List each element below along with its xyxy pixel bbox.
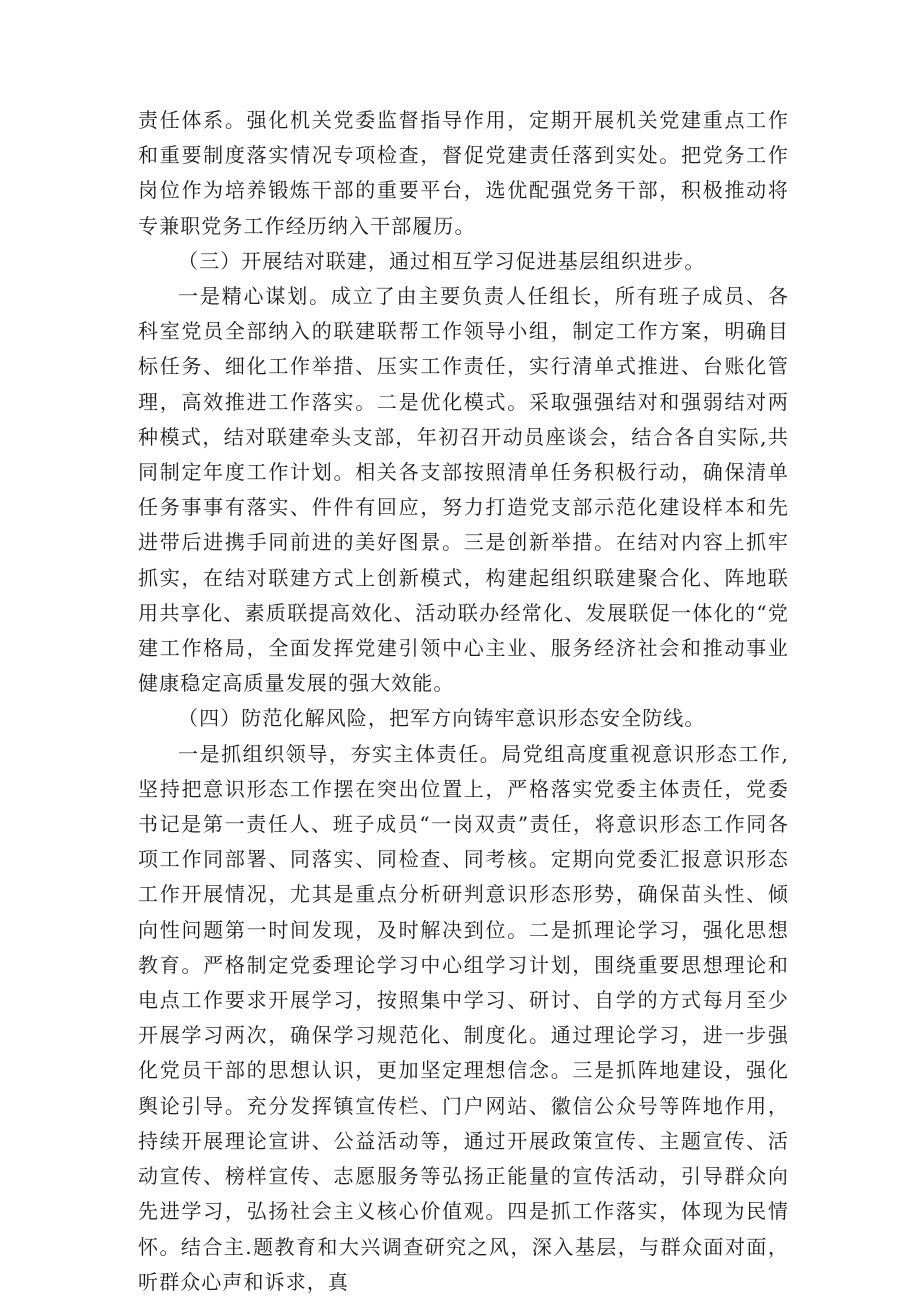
document-body: [138, 103, 789, 1300]
paragraph-ideology-security: 一是抓组织领导，夯实主体责任。局党组高度重视意识形态工作,坚持把意识形态工作摆在突出位置上，严格落实党委主体责任，党委书记是第一责任人、班子成员“一岗双责”责任，将意识形态工作同各项工作同部署、同落实、同检查、同考核。定期向党委汇报意识形态工作开展情况，尤其是重点分析研判意识形态形势，确保苗头性、倾向性问题第一时间发现，及时解决到位。二是抓理论学习，强化思想教育。严格制定党委理论学习中心组学习计划，围绕重要思想理论和电点工作要求开展学习，按照集中学习、研讨、自学的方式每月至少开展学习两次，确保学习规范化、制度化。通过理论学习，进一步强化党员干部的思想认识，更加坚定理想信念。三是抓阵地建设，强化舆论引导。充分发挥镇宣传栏、门户网站、徽信公众号等阵地作用，持续开展理论宣讲、公益活动等，通过开展政策宣传、主题宣传、活动宣传、榜样宣传、志愿服务等弘扬正能量的宣传活动，引导群众向先进学习，弘扬社会主义核心价值观。四是抓工作落实，体现为民情怀。结合主.题教育和大兴调查研究之风，深入基层，与群众面对面，听群众心声和诉求，真: [138, 741, 789, 1294]
paragraph-pairing-construction: 一是精心谋划。成立了由主要负责人任组长，所有班子成员、各科室党员全部纳入的联建联帮工作领导小组，制定工作方案，明确目标任务、细化工作举措、压实工作责任，实行清单式推进、台账化管理，高效推进工作落实。二是优化模式。采取强强结对和强弱结对两种模式，结对联建牵头支部，年初召开动员座谈会，结合各自实际,共同制定年度工作计划。相关各支部按照清单任务积极行动，确保清单任务事事有落实、件件有回应，努力打造党支部示范化建设样本和先进带后进携手同前进的美好图景。三是创新举措。在结对内容上抓牢抓实，在结对联建方式上创新模式，构建起组织联建聚合化、阵地联用共享化、素质联提高效化、活动联办经常化、发展联促一体化的“党建工作格局，全面发挥党建引领中心主业、服务经济社会和推动事业健康稳定高质量发展的强大效能。: [138, 284, 789, 696]
paragraph-continued: 责任体系。强化机关党委监督指导作用，定期开展机关党建重点工作和重要制度落实情况专项检查，督促党建责任落到实处。把党务工作岗位作为培养锻炼干部的重要平台，选优配强党务干部，积极推动将专兼职党务工作经历纳入干部履历。: [138, 108, 789, 238]
section-heading-3: （三）开展结对联建，通过相互学习促进基层组织进步。: [178, 248, 706, 273]
section-heading-4: （四）防范化解风险，把军方向铸牢意识形态安全防线。: [178, 706, 706, 731]
